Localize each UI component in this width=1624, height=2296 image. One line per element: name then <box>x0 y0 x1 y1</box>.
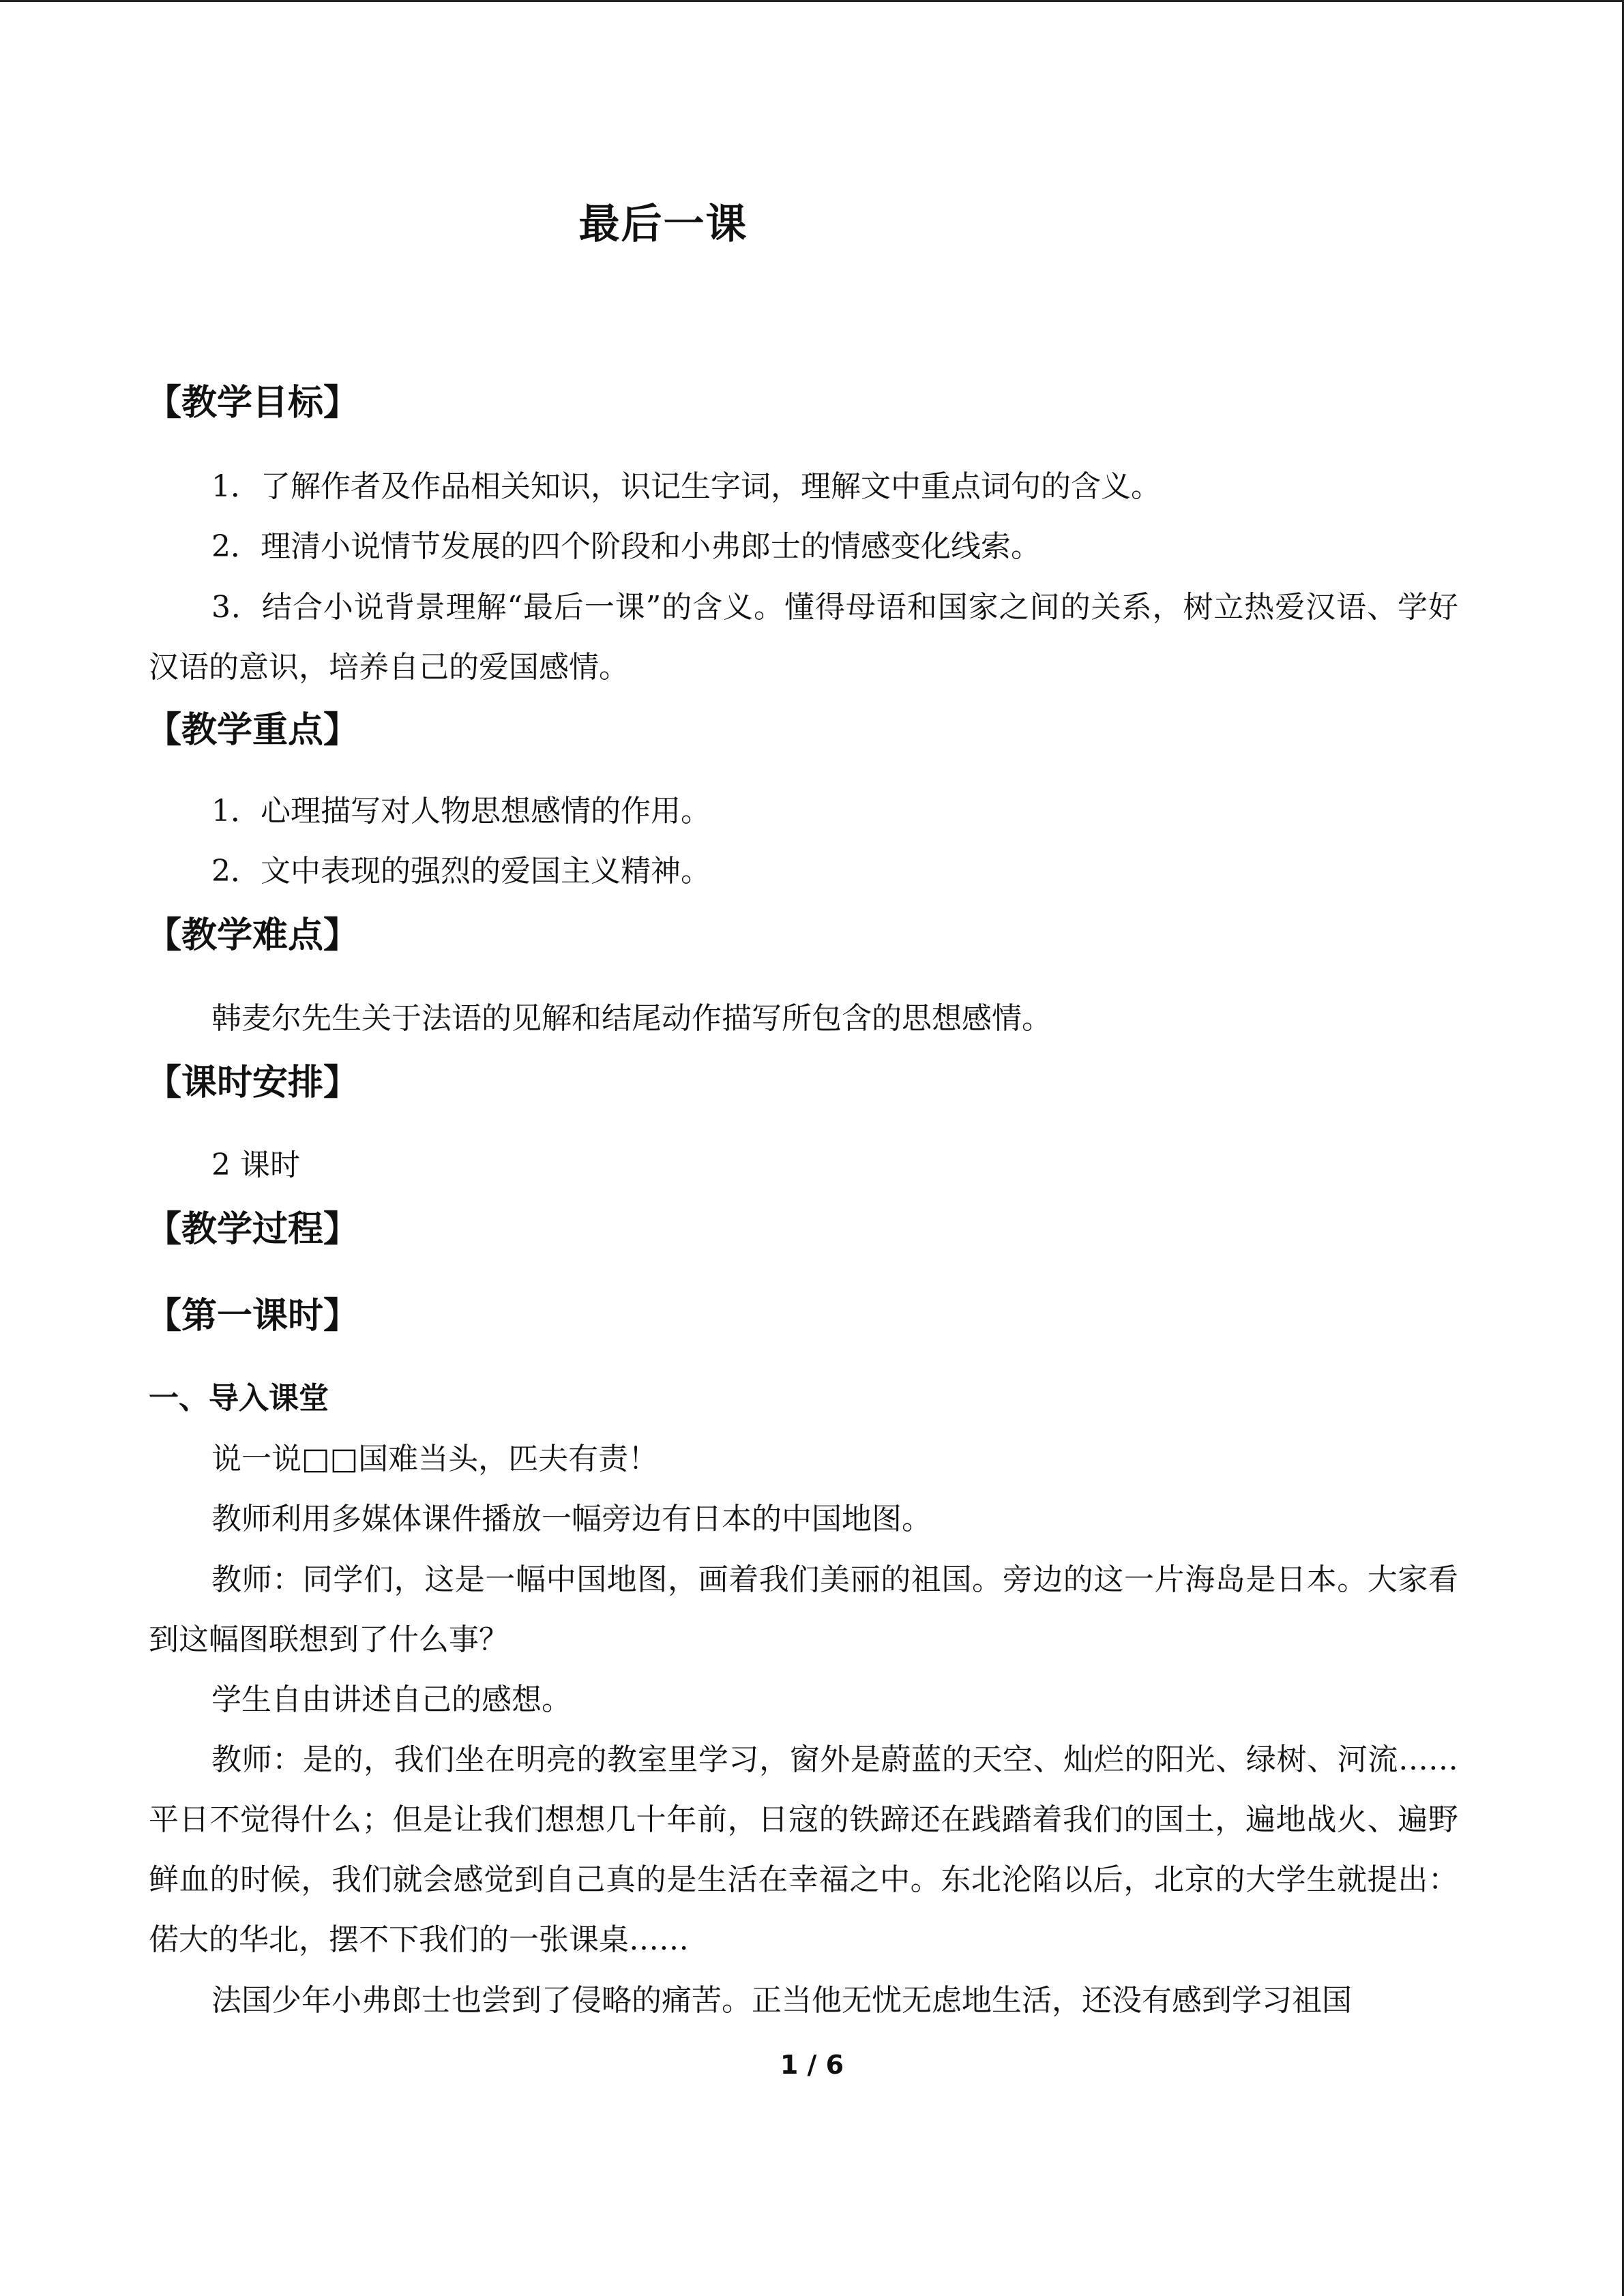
lesson-paragraph-2: 教师利用多媒体课件播放一幅旁边有日本的中国地图。 <box>211 1502 932 1536</box>
schedule-text: 2 课时 <box>211 1148 300 1182</box>
heading-objectives: 【教学目标】 <box>146 383 359 423</box>
key-point-item-2: 2．文中表现的强烈的爱国主义精神。 <box>211 854 711 889</box>
heading-first-lesson: 【第一课时】 <box>146 1296 359 1337</box>
difficulties-text: 韩麦尔先生关于法语的见解和结尾动作描写所包含的思想感情。 <box>211 1001 1052 1036</box>
document-title: 最后一课 <box>578 200 748 248</box>
objective-item-2: 2．理清小说情节发展的四个阶段和小弗郎士的情感变化线索。 <box>211 529 1041 564</box>
heading-schedule: 【课时安排】 <box>146 1062 359 1103</box>
lesson-paragraph-5: 教师：是的，我们坐在明亮的教室里学习，窗外是蔚蓝的天空、灿烂的阳光、绿树、河流……平日不觉得什么；但是让我们想想几十年前，日寇的铁蹄还在践踏着我们的国土，遍地战火、遍野鲜血的时候，我们就会感觉到自己真的是生活在幸福之中。东北沦陷以后，北京的大学生就提出：偌大的华北，摆不下我们的一张课桌…… <box>149 1742 1458 1957</box>
objective-item-1: 1．了解作者及作品相关知识，识记生字词，理解文中重点词句的含义。 <box>211 469 1161 504</box>
heading-difficulties: 【教学难点】 <box>146 915 359 956</box>
lesson-paragraph-3: 教师：同学们，这是一幅中国地图，画着我们美丽的祖国。旁边的这一片海岛是日本。大家看到这幅图联想到了什么事？ <box>149 1562 1458 1657</box>
key-point-item-1: 1．心理描写对人物思想感情的作用。 <box>211 794 711 829</box>
objective-item-3: 3．结合小说背景理解“最后一课”的含义。懂得母语和国家之间的关系，树立热爱汉语、学好汉语的意识，培养自己的爱国感情。 <box>149 590 1458 685</box>
sub-heading-intro: 一、导入课堂 <box>149 1381 329 1416</box>
lesson-paragraph-6: 法国少年小弗郎士也尝到了侵略的痛苦。正当他无忧无虑地生活，还没有感到学习祖国 <box>211 1983 1352 2018</box>
lesson-paragraph-4: 学生自由讲述自己的感想。 <box>211 1682 572 1717</box>
heading-key-points: 【教学重点】 <box>146 710 359 751</box>
heading-process: 【教学过程】 <box>146 1209 359 1250</box>
page-number: 1 / 6 <box>780 2050 844 2080</box>
lesson-paragraph-1: 说一说□□国难当头，匹夫有责！ <box>211 1442 659 1476</box>
